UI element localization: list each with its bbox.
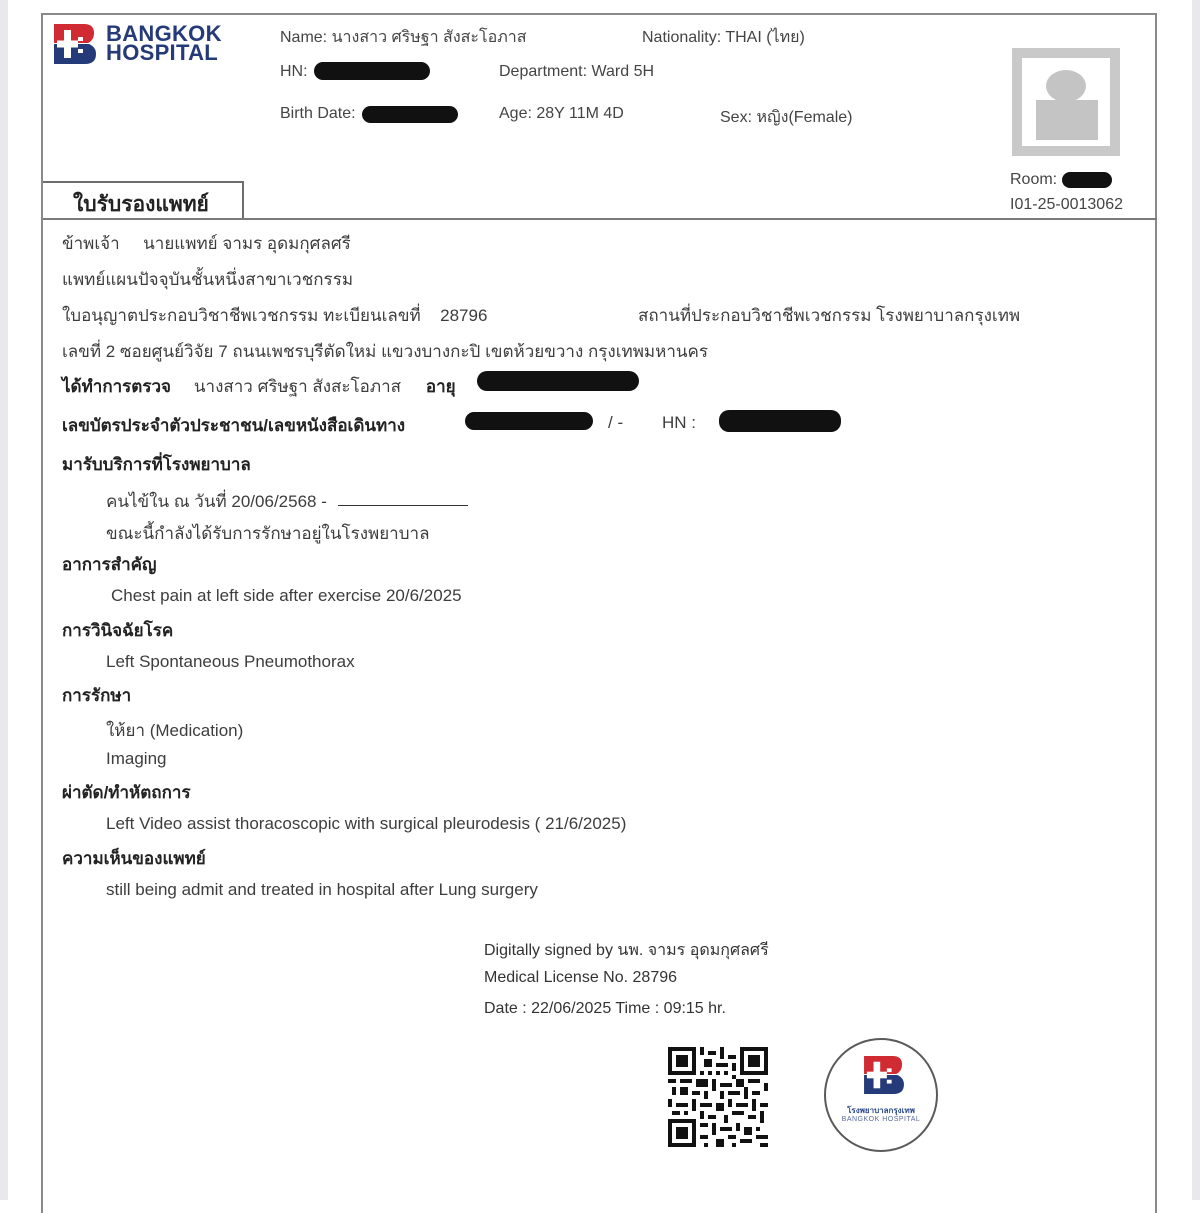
patient-name — [280, 25, 526, 50]
opinion-value: still being admit and treated in hospital after Lung surgery — [106, 880, 538, 899]
name-value: นางสาว ศริษฐา สังสะโอภาส — [331, 29, 527, 46]
opinion-label: ความเห็นของแพทย์ — [62, 849, 206, 868]
room-label: Room: — [1010, 171, 1058, 188]
birth-date-label: Birth Date: — [280, 105, 356, 122]
viewer-edge-right — [1192, 0, 1200, 1200]
department-value: Ward 5H — [591, 63, 655, 80]
name-label: Name: — [280, 29, 328, 46]
hn-label: HN: — [280, 63, 308, 80]
bangkok-hospital-b-cross-icon — [54, 24, 96, 64]
viewer-edge-left — [0, 0, 8, 1200]
patient-nationality — [642, 25, 805, 50]
hospital-logo — [54, 21, 234, 66]
hospital-seal — [824, 1038, 938, 1152]
document-title: ใบรับรองแพทย์ — [73, 193, 209, 216]
person-placeholder-icon — [1012, 48, 1120, 156]
workplace-address: เลขที่ 2 ซอยศูนย์วิจัย 7 ถนนเพชรบุรีตัดใหม่ แขวงบางกะปิ เขตห้วยขวาง กรุงเทพมหานคร — [62, 342, 709, 361]
bangkok-hospital-b-cross-icon — [864, 1056, 904, 1094]
patient-hn — [280, 63, 308, 81]
treatment-label: การรักษา — [62, 686, 132, 705]
age-label: Age: — [499, 105, 532, 122]
redacted-age — [477, 371, 639, 391]
examined-age-label: อายุ — [425, 377, 456, 396]
patient-department — [499, 63, 654, 81]
seal-thai-text: โรงพยาบาลกรุงเทพ — [847, 1106, 915, 1115]
license-number: 28796 — [440, 306, 488, 325]
sex-value: หญิง(Female) — [756, 109, 853, 126]
symptoms-label: อาการสำคัญ — [62, 555, 157, 574]
nationality-label: Nationality: — [642, 29, 722, 46]
patient-sex — [720, 105, 852, 130]
treatment-item: Imaging — [106, 749, 167, 768]
room — [1010, 171, 1057, 189]
surgery-value: Left Video assist thoracoscopic with surgical pleurodesis ( 21/6/2025) — [106, 814, 627, 833]
redacted-id-number — [465, 412, 593, 430]
currently-treated: ขณะนี้กำลังได้รับการรักษาอยู่ในโรงพยาบาล — [106, 524, 430, 543]
surgery-label: ผ่าตัด/ทำหัตถการ — [62, 783, 191, 802]
document-title-tab — [43, 181, 244, 219]
examined-name: นางสาว ศริษฐา สังสะโอภาส — [193, 377, 401, 396]
age-value: 28Y 11M 4D — [536, 105, 624, 122]
nationality-value: THAI (ไทย) — [725, 29, 805, 46]
redacted-hn — [314, 62, 430, 80]
body-hn-label: HN : — [662, 413, 696, 432]
redacted-room — [1062, 172, 1112, 188]
id-label: เลขบัตรประจำตัวประชาชน/เลขหนังสือเดินทาง — [62, 416, 406, 435]
doctor-name: นายแพทย์ จามร อุดมกุศลศรี — [143, 234, 351, 253]
license-line — [62, 302, 487, 329]
seal-english-text: BANGKOK HOSPITAL — [841, 1116, 921, 1123]
header-divider — [43, 218, 1157, 220]
id-separator: / - — [608, 413, 624, 432]
patient-birth-date — [280, 105, 356, 123]
signature-license: Medical License No. 28796 — [484, 969, 678, 986]
signature-date-time: Date : 22/06/2025 Time : 09:15 hr. — [484, 1000, 726, 1017]
diagnosis-label: การวินิจฉัยโรค — [62, 621, 174, 640]
examined-line — [62, 373, 456, 400]
redacted-birth-date — [362, 106, 458, 123]
treatment-item: ให้ยา (Medication) — [106, 721, 244, 740]
workplace: สถานที่ประกอบวิชาชีพเวชกรรม โรงพยาบาลกรุงเทพ — [638, 306, 1021, 325]
diagnosis-value: Left Spontaneous Pneumothorax — [106, 652, 355, 671]
i-label: ข้าพเจ้า — [62, 234, 120, 253]
logo-wordmark — [106, 21, 222, 65]
logo-line2: HOSPITAL — [106, 40, 218, 65]
patient-age — [499, 105, 624, 123]
sex-label: Sex: — [720, 109, 753, 126]
digital-signature: Digitally signed by นพ. จามร อุดมกุศลศรี — [484, 942, 769, 959]
document-number: I01-25-0013062 — [1010, 196, 1123, 213]
qr-code-icon[interactable] — [668, 1047, 768, 1147]
discharge-date-blank — [338, 505, 468, 506]
redacted-body-hn — [719, 410, 841, 432]
license-label: ใบอนุญาตประกอบวิชาชีพเวชกรรม ทะเบียนเลขที่ — [62, 306, 421, 325]
doctor-qualification: แพทย์แผนปัจจุบันชั้นหนึ่งสาขาเวชกรรม — [62, 270, 354, 289]
symptoms-value: Chest pain at left side after exercise 20/6/2025 — [111, 586, 462, 605]
logo-line1: BANGKOK — [106, 21, 222, 46]
inpatient-date: คนไข้ใน ณ วันที่ 20/06/2568 - — [106, 492, 327, 511]
department-label: Department: — [499, 63, 588, 80]
examined-label: ได้ทำการตรวจ — [62, 377, 171, 396]
service-label: มารับบริการที่โรงพยาบาล — [62, 455, 251, 474]
doctor-line — [62, 230, 351, 257]
